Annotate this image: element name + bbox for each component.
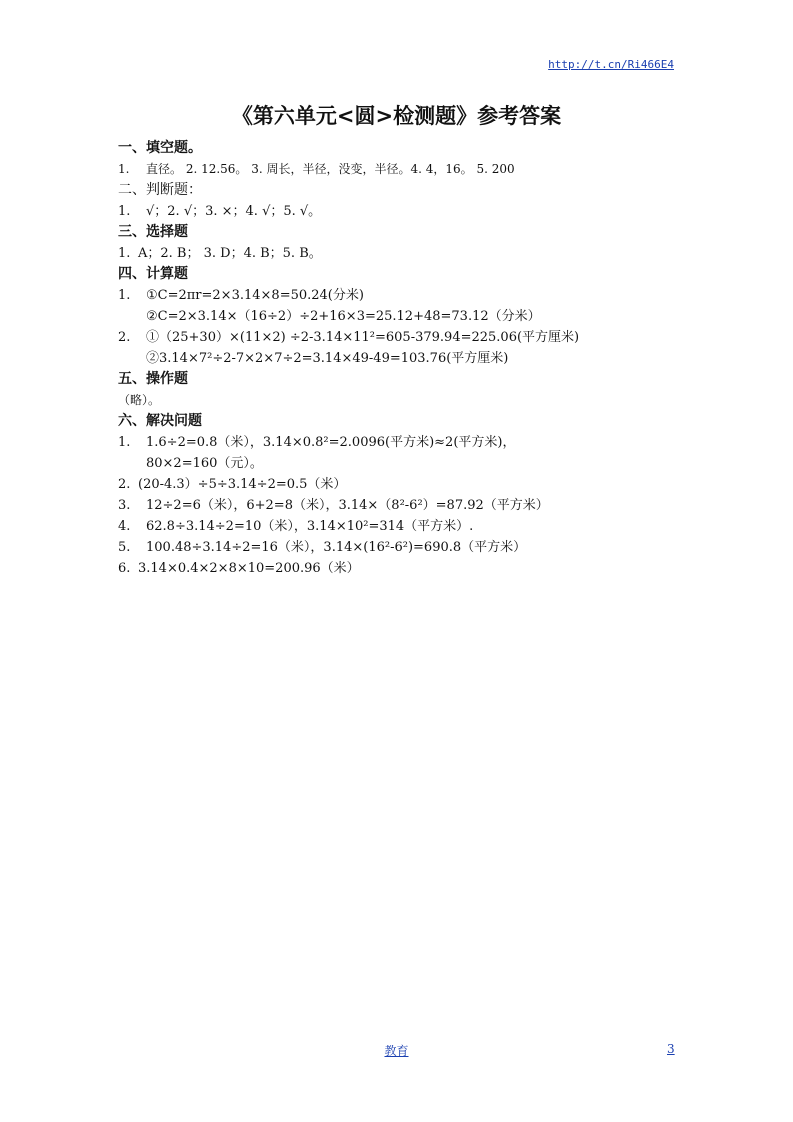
answer-text: 62.8÷3.14÷2=10（米），3.14×10²=314（平方米）. [146, 519, 474, 534]
footer-link[interactable]: 教育 [384, 1044, 409, 1058]
item-number: 5. [118, 540, 131, 555]
answer-line [118, 348, 698, 369]
answer-line [118, 327, 698, 348]
section-heading: 六、解决问题 [118, 413, 202, 429]
header-url-link[interactable]: http://t.cn/Ri466E4 [548, 58, 674, 71]
answer-text: 80×2=160（元）。 [146, 456, 263, 471]
item-number: 1. [118, 162, 130, 176]
item-number: 1. [118, 246, 131, 261]
answer-line [118, 285, 698, 306]
answer-line [118, 432, 698, 453]
answer-line [118, 390, 698, 411]
answer-text: A；2. B； 3. D；4. B；5. B。 [138, 246, 322, 261]
answer-text: ②C=2×3.14×（16÷2）÷2+16×3=25.12+48=73.12（分米） [146, 309, 541, 324]
item-number: 2. [118, 330, 131, 345]
item-number: 2. [118, 477, 131, 492]
section-heading: 一、填空题。 [118, 140, 202, 156]
answer-text: （略）。 [118, 393, 161, 407]
section-heading: 二、判断题： [118, 182, 202, 198]
item-number: 3. [118, 498, 131, 513]
answer-text: ①（25+30）×(11×2) ÷2-3.14×11²=605-379.94=225.06(平方厘米) [146, 330, 580, 345]
answer-text: ①C=2πr=2×3.14×8=50.24(分米) [146, 288, 364, 303]
answer-line [118, 453, 698, 474]
answer-line [118, 159, 698, 180]
answer-text: 100.48÷3.14÷2=16（米），3.14×(16²-6²)=690.8（平方米） [146, 540, 527, 555]
answer-line [118, 201, 698, 222]
answer-line [118, 495, 698, 516]
answer-line [118, 558, 698, 579]
item-number: 1. [118, 204, 131, 219]
answer-line [118, 516, 698, 537]
answer-text: 3.14×0.4×2×8×10=200.96（米） [138, 561, 360, 576]
item-number: 1. [118, 288, 131, 303]
section-heading: 五、操作题 [118, 371, 188, 387]
section-heading: 三、选择题 [118, 224, 188, 240]
answer-text: ②3.14×7²÷2-7×2×7÷2=3.14×49-49=103.76(平方厘米) [146, 351, 509, 366]
answer-line [118, 243, 698, 264]
answer-text: 12÷2=6（米），6+2=8（米），3.14×（8²-6²）=87.92（平方米） [146, 498, 549, 513]
answer-text: 1.6÷2=0.8（米），3.14×0.8²=2.0096(平方米)≈2(平方米)， [146, 435, 516, 450]
answer-text: 直径。 2. 12.56。 3. 周长，半径，没变，半径。4. 4，16。 5. 200 [146, 162, 515, 176]
page-number-link[interactable]: 3 [667, 1042, 675, 1056]
answer-line [118, 474, 698, 495]
item-number: 1. [118, 435, 131, 450]
answer-line [118, 306, 698, 327]
item-number: 4. [118, 519, 131, 534]
document-title: 《第六单元<圆>检测题》参考答案 [231, 104, 562, 128]
answer-text: √；2. √；3. ×；4. √；5. √。 [146, 204, 322, 219]
answer-content [118, 138, 698, 579]
section-heading: 四、计算题 [118, 266, 188, 282]
answer-line [118, 537, 698, 558]
item-number: 6. [118, 561, 131, 576]
answer-text: (20-4.3）÷5÷3.14÷2=0.5（米） [138, 477, 347, 492]
